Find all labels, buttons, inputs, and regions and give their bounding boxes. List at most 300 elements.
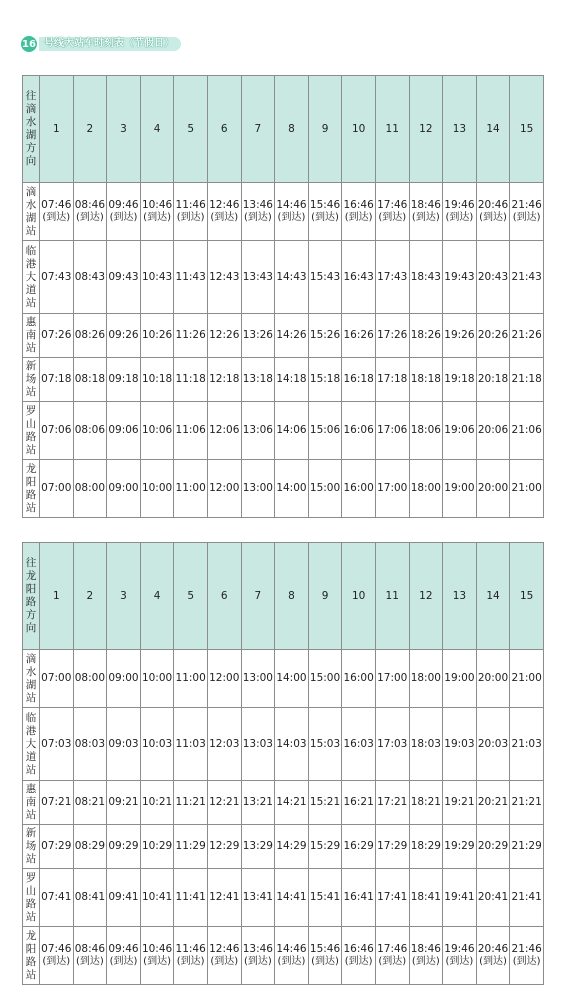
trip-number: 11: [375, 543, 409, 650]
departure-time: 14:03: [276, 737, 307, 750]
departure-time: 14:29: [276, 840, 307, 852]
time-cell: [107, 241, 141, 314]
departure-time: 20:06: [477, 424, 509, 436]
departure-time: 15:03: [309, 737, 341, 750]
trip-number: 6: [207, 76, 241, 183]
trip-number: 10: [342, 543, 376, 650]
station-cell: [23, 825, 40, 869]
departure-time: 18:00: [410, 672, 441, 684]
table-row: [23, 708, 544, 781]
departure-time: 09:46: [108, 943, 139, 955]
arrival-note: (到达): [243, 212, 272, 223]
departure-time: 15:21: [309, 796, 341, 808]
time-cell: [476, 781, 510, 825]
trip-number: 2: [73, 543, 107, 650]
time-cell: [308, 183, 342, 241]
departure-time: 17:41: [377, 891, 408, 903]
time-cell: [207, 241, 241, 314]
departure-time: 15:29: [309, 840, 341, 852]
time-cell: [207, 183, 241, 241]
time-cell: [510, 708, 544, 781]
time-cell: [207, 358, 241, 402]
station-cell: [23, 241, 40, 314]
time-cell: [207, 460, 241, 518]
departure-time: 13:03: [242, 737, 273, 750]
arrival-note: (到达): [143, 956, 171, 967]
time-cell: [207, 314, 241, 358]
departure-time: 10:18: [141, 373, 173, 385]
time-cell: [275, 402, 309, 460]
time-cell: [241, 825, 275, 869]
table-row: [23, 402, 544, 460]
time-cell: [73, 241, 107, 314]
time-cell: [73, 460, 107, 518]
departure-time: 09:06: [108, 424, 139, 436]
departure-time: 14:00: [276, 672, 307, 684]
departure-time: 19:41: [444, 891, 475, 903]
time-cell: [510, 358, 544, 402]
departure-time: 18:46: [410, 199, 441, 211]
time-cell: [308, 781, 342, 825]
departure-time: 10:00: [141, 482, 173, 494]
time-cell: [409, 460, 443, 518]
departure-time: 11:00: [175, 672, 206, 684]
table-row: [23, 460, 544, 518]
departure-time: 09:21: [108, 796, 139, 808]
time-cell: [107, 650, 141, 708]
timetable-to-longyanglu: [22, 542, 544, 985]
departure-time: 11:26: [175, 329, 206, 341]
trip-number: 3: [107, 76, 141, 183]
departure-time: 14:21: [276, 796, 307, 808]
time-cell: [476, 460, 510, 518]
time-cell: [275, 460, 309, 518]
time-cell: [375, 183, 409, 241]
departure-time: 08:46: [74, 199, 106, 211]
time-cell: [140, 927, 174, 985]
departure-time: 10:29: [141, 840, 173, 852]
time-cell: [476, 241, 510, 314]
departure-time: 15:46: [309, 943, 341, 955]
departure-time: 14:43: [276, 270, 307, 283]
departure-time: 14:06: [276, 424, 307, 436]
time-cell: [443, 314, 477, 358]
departure-time: 20:46: [477, 943, 509, 955]
departure-time: 12:00: [209, 672, 240, 684]
arrival-note: (到达): [109, 212, 138, 223]
departure-time: 12:43: [209, 270, 240, 283]
time-cell: [476, 402, 510, 460]
time-cell: [510, 183, 544, 241]
departure-time: 13:41: [242, 891, 273, 903]
departure-time: 20:29: [477, 840, 509, 852]
time-cell: [510, 825, 544, 869]
time-cell: [140, 358, 174, 402]
line-number-badge: 16: [21, 36, 37, 52]
departure-time: 13:21: [242, 796, 273, 808]
header-row: [23, 76, 544, 183]
departure-time: 07:43: [41, 270, 72, 283]
time-cell: [476, 183, 510, 241]
departure-time: 09:26: [108, 329, 139, 341]
time-cell: [73, 650, 107, 708]
time-cell: [443, 650, 477, 708]
station-name: 滴水湖站: [25, 185, 37, 237]
time-cell: [510, 314, 544, 358]
departure-time: 18:21: [410, 796, 441, 808]
time-cell: [40, 402, 74, 460]
departure-time: 15:00: [309, 482, 341, 494]
departure-time: 16:43: [343, 270, 374, 283]
departure-time: 13:00: [242, 482, 273, 494]
trip-number: 4: [140, 543, 174, 650]
departure-time: 17:06: [377, 424, 408, 436]
time-cell: [375, 927, 409, 985]
time-cell: [443, 781, 477, 825]
arrival-note: (到达): [479, 956, 507, 967]
time-cell: [443, 708, 477, 781]
departure-time: 21:46: [511, 199, 542, 211]
trip-number: 13: [443, 76, 477, 183]
departure-time: 07:46: [41, 199, 72, 211]
time-cell: [375, 781, 409, 825]
time-cell: [510, 927, 544, 985]
direction-header: [23, 543, 40, 650]
time-cell: [140, 241, 174, 314]
station-name: 罗山路站: [25, 404, 37, 456]
departure-time: 20:41: [477, 891, 509, 903]
time-cell: [342, 708, 376, 781]
departure-time: 19:21: [444, 796, 475, 808]
time-cell: [40, 358, 74, 402]
departure-time: 15:26: [309, 329, 341, 341]
departure-time: 10:43: [141, 270, 173, 283]
table-row: [23, 869, 544, 927]
time-cell: [409, 241, 443, 314]
departure-time: 11:03: [175, 737, 206, 750]
table-row: [23, 781, 544, 825]
station-name: 龙阳路站: [25, 462, 37, 514]
time-cell: [409, 314, 443, 358]
station-cell: [23, 869, 40, 927]
time-cell: [375, 825, 409, 869]
table-row: [23, 825, 544, 869]
departure-time: 14:41: [276, 891, 307, 903]
departure-time: 21:43: [511, 270, 542, 283]
time-cell: [174, 402, 208, 460]
departure-time: 10:03: [141, 737, 173, 750]
time-cell: [241, 183, 275, 241]
departure-time: 21:18: [511, 373, 542, 385]
time-cell: [375, 650, 409, 708]
departure-time: 20:21: [477, 796, 509, 808]
departure-time: 18:43: [410, 270, 441, 283]
time-cell: [476, 825, 510, 869]
departure-time: 21:03: [511, 737, 542, 750]
time-cell: [275, 183, 309, 241]
time-cell: [409, 869, 443, 927]
arrival-note: (到达): [277, 956, 306, 967]
departure-time: 21:21: [511, 796, 542, 808]
station-cell: [23, 402, 40, 460]
time-cell: [409, 708, 443, 781]
arrival-note: (到达): [411, 956, 440, 967]
departure-time: 07:00: [41, 482, 72, 494]
departure-time: 17:00: [377, 672, 408, 684]
time-cell: [476, 314, 510, 358]
departure-time: 16:18: [343, 373, 374, 385]
departure-time: 12:06: [209, 424, 240, 436]
departure-time: 20:03: [477, 737, 509, 750]
trip-number: 4: [140, 76, 174, 183]
departure-time: 08:03: [74, 737, 106, 750]
departure-time: 18:26: [410, 329, 441, 341]
time-cell: [375, 358, 409, 402]
departure-time: 11:46: [175, 943, 206, 955]
trip-number: 9: [308, 543, 342, 650]
departure-time: 21:46: [511, 943, 542, 955]
departure-time: 08:00: [74, 482, 106, 494]
departure-time: 20:18: [477, 373, 509, 385]
time-cell: [275, 314, 309, 358]
time-cell: [73, 314, 107, 358]
departure-time: 21:29: [511, 840, 542, 852]
time-cell: [342, 460, 376, 518]
time-cell: [107, 781, 141, 825]
departure-time: 16:46: [343, 943, 374, 955]
time-cell: [375, 241, 409, 314]
departure-time: 17:03: [377, 737, 408, 750]
departure-time: 19:18: [444, 373, 475, 385]
time-cell: [140, 781, 174, 825]
station-name: 新场站: [25, 827, 37, 865]
departure-time: 21:06: [511, 424, 542, 436]
station-name: 龙阳路站: [25, 929, 37, 981]
time-cell: [510, 781, 544, 825]
departure-time: 18:18: [410, 373, 441, 385]
departure-time: 18:41: [410, 891, 441, 903]
departure-time: 17:46: [377, 199, 408, 211]
departure-time: 19:46: [444, 199, 475, 211]
departure-time: 20:46: [477, 199, 509, 211]
time-cell: [241, 781, 275, 825]
departure-time: 11:06: [175, 424, 206, 436]
arrival-note: (到达): [75, 956, 104, 967]
station-cell: [23, 183, 40, 241]
departure-time: 16:46: [343, 199, 374, 211]
departure-time: 07:18: [41, 373, 72, 385]
time-cell: [510, 402, 544, 460]
arrival-note: (到达): [143, 212, 171, 223]
departure-time: 16:29: [343, 840, 374, 852]
departure-time: 08:43: [74, 270, 106, 283]
time-cell: [174, 241, 208, 314]
header-row: [23, 543, 544, 650]
time-cell: [40, 650, 74, 708]
timetable-to-dishuihu: [22, 75, 544, 518]
time-cell: [174, 927, 208, 985]
time-cell: [275, 781, 309, 825]
departure-time: 13:43: [242, 270, 273, 283]
station-cell: [23, 314, 40, 358]
time-cell: [409, 402, 443, 460]
trip-number: 11: [375, 76, 409, 183]
departure-time: 14:46: [276, 943, 307, 955]
time-cell: [40, 314, 74, 358]
time-cell: [409, 781, 443, 825]
time-cell: [40, 183, 74, 241]
time-cell: [107, 183, 141, 241]
time-cell: [207, 781, 241, 825]
trip-number: 8: [275, 76, 309, 183]
departure-time: 19:00: [444, 672, 475, 684]
time-cell: [375, 314, 409, 358]
time-cell: [241, 927, 275, 985]
time-cell: [443, 927, 477, 985]
departure-time: 16:41: [343, 891, 374, 903]
departure-time: 10:00: [141, 672, 173, 684]
arrival-note: (到达): [445, 956, 474, 967]
time-cell: [241, 869, 275, 927]
departure-time: 11:21: [175, 796, 206, 808]
time-cell: [40, 241, 74, 314]
direction-label: 往龙阳路方向: [25, 557, 37, 634]
departure-time: 07:21: [41, 796, 72, 808]
departure-time: 12:46: [209, 943, 240, 955]
time-cell: [308, 869, 342, 927]
time-cell: [443, 241, 477, 314]
departure-time: 08:26: [74, 329, 106, 341]
departure-time: 13:26: [242, 329, 273, 341]
departure-time: 12:46: [209, 199, 240, 211]
time-cell: [342, 825, 376, 869]
station-cell: [23, 460, 40, 518]
time-cell: [342, 781, 376, 825]
trip-number: 15: [510, 543, 544, 650]
arrival-note: (到达): [109, 956, 138, 967]
time-cell: [174, 358, 208, 402]
time-cell: [308, 402, 342, 460]
station-name: 临港大道站: [25, 244, 37, 309]
departure-time: 09:00: [108, 482, 139, 494]
departure-time: 19:03: [444, 737, 475, 750]
arrival-note: (到达): [210, 212, 239, 223]
trip-number: 15: [510, 76, 544, 183]
time-cell: [73, 825, 107, 869]
time-cell: [342, 869, 376, 927]
departure-time: 11:46: [175, 199, 206, 211]
departure-time: 21:26: [511, 329, 542, 341]
title-text: 号线大站车时刻表（节假日）: [39, 37, 181, 51]
time-cell: [375, 402, 409, 460]
time-cell: [476, 650, 510, 708]
time-cell: [73, 402, 107, 460]
departure-time: 08:00: [74, 672, 106, 684]
departure-time: 17:43: [377, 270, 408, 283]
departure-time: 09:03: [108, 737, 139, 750]
arrival-note: (到达): [42, 212, 71, 223]
departure-time: 16:00: [343, 672, 374, 684]
time-cell: [308, 825, 342, 869]
time-cell: [241, 650, 275, 708]
departure-time: 08:18: [74, 373, 106, 385]
departure-time: 13:18: [242, 373, 273, 385]
departure-time: 07:00: [41, 672, 72, 684]
time-cell: [275, 825, 309, 869]
station-cell: [23, 927, 40, 985]
time-cell: [342, 650, 376, 708]
time-cell: [241, 314, 275, 358]
arrival-note: (到达): [311, 212, 339, 223]
time-cell: [241, 460, 275, 518]
table-row: [23, 183, 544, 241]
departure-time: 15:06: [309, 424, 341, 436]
departure-time: 12:21: [209, 796, 240, 808]
time-cell: [275, 358, 309, 402]
departure-time: 18:46: [410, 943, 441, 955]
time-cell: [409, 927, 443, 985]
departure-time: 19:26: [444, 329, 475, 341]
departure-time: 12:18: [209, 373, 240, 385]
arrival-note: (到达): [176, 956, 205, 967]
trip-number: 6: [207, 543, 241, 650]
time-cell: [409, 183, 443, 241]
time-cell: [342, 358, 376, 402]
time-cell: [174, 460, 208, 518]
time-cell: [342, 402, 376, 460]
departure-time: 19:43: [444, 270, 475, 283]
direction-label: 往滴水湖方向: [25, 90, 37, 167]
station-name: 新场站: [25, 360, 37, 398]
departure-time: 08:46: [74, 943, 106, 955]
time-cell: [510, 241, 544, 314]
time-cell: [207, 927, 241, 985]
time-cell: [241, 708, 275, 781]
departure-time: 11:29: [175, 840, 206, 852]
time-cell: [40, 869, 74, 927]
time-cell: [443, 869, 477, 927]
table-row: [23, 314, 544, 358]
time-cell: [207, 650, 241, 708]
departure-time: 21:00: [511, 672, 542, 684]
trip-number: 5: [174, 543, 208, 650]
arrival-note: (到达): [344, 212, 373, 223]
departure-time: 14:46: [276, 199, 307, 211]
time-cell: [476, 927, 510, 985]
departure-time: 17:00: [377, 482, 408, 494]
departure-time: 07:46: [41, 943, 72, 955]
time-cell: [73, 781, 107, 825]
departure-time: 13:29: [242, 840, 273, 852]
departure-time: 16:00: [343, 482, 374, 494]
time-cell: [73, 869, 107, 927]
time-cell: [308, 314, 342, 358]
departure-time: 21:41: [511, 891, 542, 903]
departure-time: 18:00: [410, 482, 441, 494]
time-cell: [241, 241, 275, 314]
departure-time: 19:29: [444, 840, 475, 852]
time-cell: [107, 825, 141, 869]
departure-time: 13:46: [242, 943, 273, 955]
trip-number: 7: [241, 76, 275, 183]
trip-number: 12: [409, 76, 443, 183]
departure-time: 14:00: [276, 482, 307, 494]
time-cell: [443, 825, 477, 869]
departure-time: 08:21: [74, 796, 106, 808]
departure-time: 16:21: [343, 796, 374, 808]
station-cell: [23, 650, 40, 708]
time-cell: [308, 358, 342, 402]
